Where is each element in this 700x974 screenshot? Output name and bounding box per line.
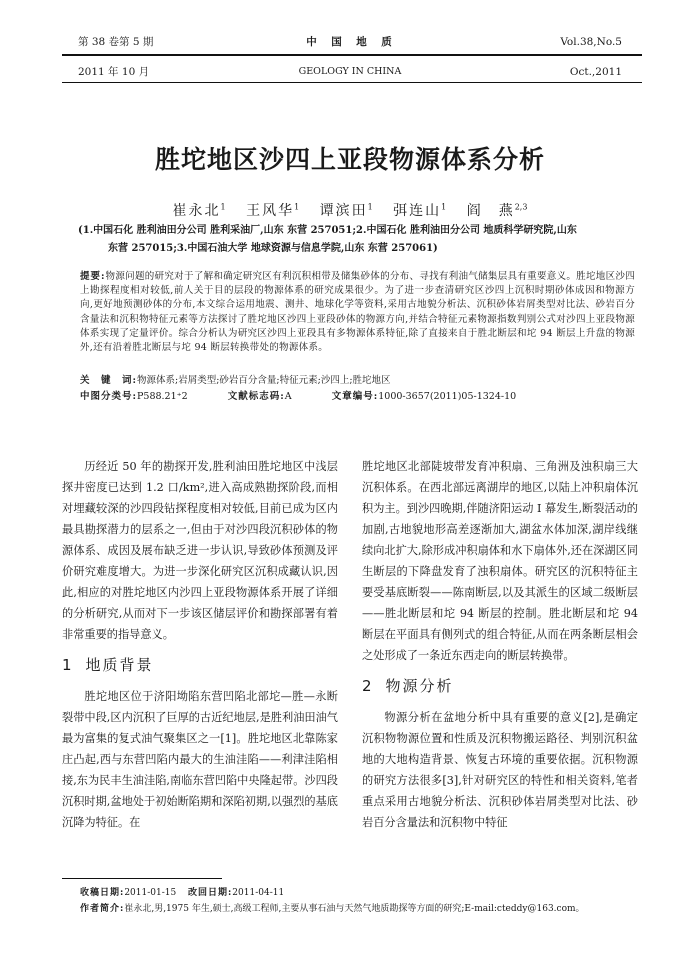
keywords-label: 关 键 词: xyxy=(80,375,138,386)
abstract-text: 物源问题的研究对于了解和确定研究区有利沉积相带及储集砂体的分布、寻找有利油气储集层具有重要意义。胜坨地区沙四上勘探程度相对较低,前人关于目的层段的物源体系的研究成果很少。为了进一步查清研究区沙四上沉积时期砂体成因和物源方向,更好地预测砂体的分布,本文综合运用地震、测井、地球化学等资料,采用古地貌分析法、沉积砂体岩屑类型对比法、砂岩百分含量法和沉积物特征元素等方法探讨了胜坨地区沙四上亚段砂体的物源方向,并结合特征元素物源指数判别公式对沙四上亚段物源体系实现了定量评价。综合分析认为研究区沙四上亚段具有多物源体系特征,除了直接来自于胜北断层和坨 94 断层上升盘的物源外,还有沿着胜北断层与坨 94 断层转换带处的物源体系。 xyxy=(80,271,636,354)
header-rule xyxy=(62,54,642,56)
left-column xyxy=(62,456,338,833)
header-date-en: Oct.,2011 xyxy=(569,66,622,78)
revised-label: 改回日期: xyxy=(187,888,233,898)
footnote-author xyxy=(80,902,585,916)
header-journal-cn: 中 国 地 质 xyxy=(306,36,394,48)
abstract xyxy=(80,270,635,355)
author: 崔永北$^1$ xyxy=(172,202,226,219)
doc-code: A xyxy=(284,391,292,402)
author-info-label: 作者简介: xyxy=(80,904,125,914)
footnote-dates xyxy=(80,886,284,900)
header-volume-cn: 第 38 卷第 5 期 xyxy=(78,36,154,48)
author-info: 崔永北,男,1975 年生,硕士,高级工程师,主要从事石油与天然气地质勘探等方面的研究;E-mail:cteddy@163.com。 xyxy=(124,904,585,914)
revised-date: 2011-04-11 xyxy=(232,888,285,898)
section1-paragraph: 胜坨地区位于济阳坳陷东营凹陷北部坨—胜—永断裂带中段,区内沉积了巨厚的古近纪地层,是胜利油田油气最为富集的复式油气聚集区之一[1]。胜坨地区北靠陈家庄凸起,西与东营凹陷内最大的生油洼陷——利津洼陷相接,东为民丰生油洼陷,南临东营凹陷中央隆起带。沙四段沉积时期,盆地处于初始断陷期和深陷初期,以强烈的基底沉降为特征。在 xyxy=(62,690,338,829)
author: 阎 燕$^{2,3}$ xyxy=(466,202,528,219)
footnote-rule xyxy=(62,878,222,879)
continued-paragraph: 胜坨地区北部陡坡带发育冲积扇、三角洲及浊积扇三大沉积体系。在西北部远离湖岸的地区,以陆上冲积扇体沉积为主。到沙四晚期,伴随济阳运动 I 幕发生,断裂活动的加剧,古地貌地形高差逐渐加大,湖盆水体加深,湖岸线继续向北扩大,除形成冲积扇体和水下扇体外,还在深湖区同生断层的下降盘发育了浊积扇体。研究区的沉积特征主要受基底断裂——陈南断层,以及其派生的区域二级断层——胜北断层和坨 94 断层的控制。胜北断层和坨 94 断层在平面具有侧列式的组合特征,从而在两条断层相会之处形成了一条近东西走向的断层转换带。 xyxy=(362,460,638,662)
classification-row xyxy=(80,390,516,404)
received-date: 2011-01-15 xyxy=(124,888,177,898)
intro-paragraph: 历经近 50 年的勘探开发,胜利油田胜坨地区中浅层探井密度已达到 1.2 口/km²,进入高成熟勘探阶段,而相对埋藏较深的沙四段钻探程度相对较低,目前已成为区内最具勘探潜力的层系之一,但由于对沙四段沉积砂体的物源体系、成因及展布缺乏进一步认识,导致砂体预测及评价研究难度增大。为进一步深化研究区沉积成藏认识,因此,相应的对胜坨地区内沙四上亚段物源体系开展了详细的分析研究,从而对下一步该区储层评价和勘探部署有着非常重要的指导意义。 xyxy=(62,460,338,641)
header-volume-en: Vol.38,No.5 xyxy=(560,36,622,48)
article-id: 1000-3657(2011)05-1324-10 xyxy=(378,391,517,402)
right-column xyxy=(362,456,638,833)
author: 谭滨田$^1$ xyxy=(319,202,373,219)
author-list xyxy=(0,200,700,220)
affiliation-line-1: (1.中国石化 胜利油田分公司 胜利采油厂,山东 东营 257051;2.中国石化 胜利油田分公司 地质科学研究院,山东 xyxy=(78,225,577,236)
keywords xyxy=(80,374,391,388)
doc-code-label: 文献标志码: xyxy=(227,391,285,402)
clc-label: 中图分类号: xyxy=(80,391,138,402)
paper-title: 胜坨地区沙四上亚段物源体系分析 xyxy=(154,145,545,174)
section-heading: 2 物源分析 xyxy=(362,677,454,695)
keywords-text: 物源体系;岩屑类型;砂岩百分含量;特征元素;沙四上;胜坨地区 xyxy=(137,375,391,386)
affiliation-line-2: 东营 257015;3.中国石油大学 地球资源与信息学院,山东 东营 257061) xyxy=(108,243,438,254)
section2-paragraph: 物源分析在盆地分析中具有重要的意义[2],是确定沉积物物源位置和性质及沉积物搬运路径、判别沉积盆地的大地构造背景、恢复古环境的重要依据。沉积物源的研究方法很多[3],针对研究区的特性和相关资料,笔者重点采用古地貌分析法、沉积砂体岩屑类型对比法、砂岩百分含量法和沉积物中特征 xyxy=(362,711,638,829)
section-heading: 1 地质背景 xyxy=(62,656,154,674)
author: 王风华$^1$ xyxy=(246,202,300,219)
abstract-label: 提要: xyxy=(80,271,106,282)
author: 弭连山$^1$ xyxy=(393,202,447,219)
header-date-cn: 2011 年 10 月 xyxy=(78,66,150,78)
header-journal-en: GEOLOGY IN CHINA xyxy=(298,66,402,77)
clc-number: P588.21⁺2 xyxy=(137,391,188,402)
received-label: 收稿日期: xyxy=(80,888,125,898)
header-rule-bottom xyxy=(62,82,642,83)
article-id-label: 文章编号: xyxy=(331,391,379,402)
